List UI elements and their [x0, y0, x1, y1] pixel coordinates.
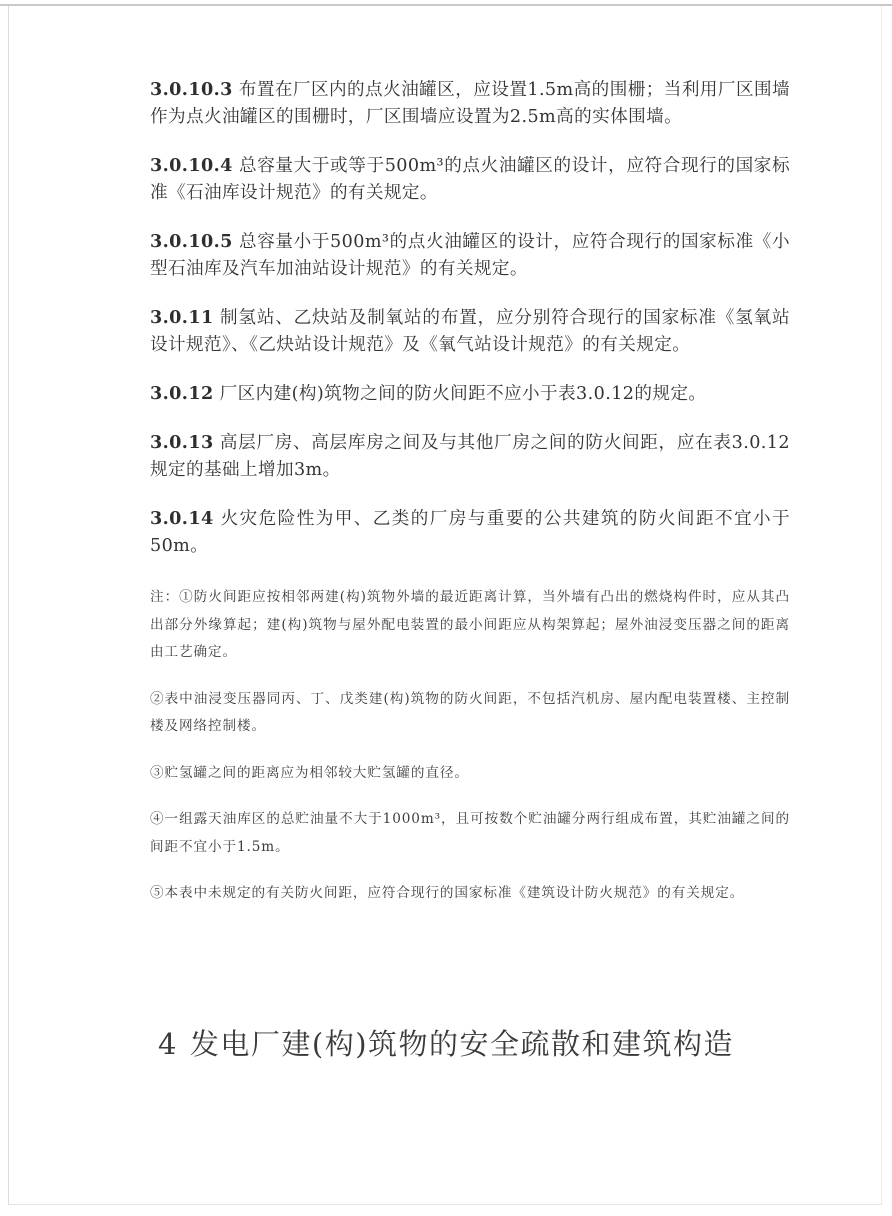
clause-number: 3.0.12: [150, 383, 214, 404]
page-content: [150, 76, 790, 927]
clause-text: 制氢站、乙炔站及制氧站的布置，应分别符合现行的国家标准《氢氧站设计规范》、《乙炔站设计规范》及《氧气站设计规范》的有关规定。: [150, 308, 790, 355]
clause-3-0-10-5: [150, 228, 790, 283]
note-2: ②表中油浸变压器同丙、丁、戊类建(构)筑物的防火间距，不包括汽机房、屋内配电装置楼、主控制楼及网络控制楼。: [150, 690, 790, 734]
clause-text: 高层厂房、高层库房之间及与其他厂房之间的防火间距，应在表3.0.12规定的基础上增加3m。: [150, 433, 790, 480]
clause-number: 3.0.11: [150, 307, 214, 328]
section-title: 发电厂建(构)筑物的安全疏散和建筑构造: [189, 1027, 735, 1061]
note-5: ⑤本表中未规定的有关防火间距，应符合现行的国家标准《建筑设计防火规范》的有关规定。: [150, 885, 745, 901]
clause-text: 厂区内建(构)筑物之间的防火间距不应小于表3.0.12的规定。: [219, 384, 707, 404]
note-3: ③贮氢罐之间的距离应为相邻较大贮氢罐的直径。: [150, 764, 469, 781]
clause-number: 3.0.10.5: [150, 231, 233, 252]
clause-3-0-14: [150, 505, 790, 560]
clause-3-0-13: [150, 429, 790, 484]
section-heading: [0, 1022, 892, 1063]
note-1: 注：①防火间距应按相邻两建(构)筑物外墙的最近距离计算，当外墙有凸出的燃烧构件时，应从其凸出部分外缘算起；建(构)筑物与屋外配电装置的最小间距应从构架算起；屋外油浸变压器之间的距离由工艺确定。: [150, 589, 790, 660]
clause-3-0-10-4: [150, 152, 790, 207]
clause-3-0-11: [150, 304, 790, 359]
clause-text: 布置在厂区内的点火油罐区，应设置1.5m高的围栅；当利用厂区围墙作为点火油罐区的围栅时，厂区围墙应设置为2.5m高的实体围墙。: [150, 80, 790, 127]
clause-text: 总容量小于500m³的点火油罐区的设计，应符合现行的国家标准《小型石油库及汽车加油站设计规范》的有关规定。: [150, 232, 790, 279]
note-4: ④一组露天油库区的总贮油量不大于1000m³，且可按数个贮油罐分两行组成布置，其贮油罐之间的间距不宜小于1.5m。: [150, 811, 790, 855]
table-notes: [150, 584, 790, 908]
clause-number: 3.0.14: [150, 508, 214, 529]
clause-text: 总容量大于或等于500m³的点火油罐区的设计，应符合现行的国家标准《石油库设计规范》的有关规定。: [150, 156, 790, 203]
clause-3-0-10-3: [150, 76, 790, 131]
section-number: 4: [157, 1027, 178, 1061]
clause-text: 火灾危险性为甲、乙类的厂房与重要的公共建筑的防火间距不宜小于50m。: [150, 509, 790, 556]
clause-number: 3.0.10.3: [150, 79, 233, 100]
clause-3-0-12: [150, 380, 790, 408]
clause-number: 3.0.10.4: [150, 155, 233, 176]
clause-number: 3.0.13: [150, 432, 214, 453]
